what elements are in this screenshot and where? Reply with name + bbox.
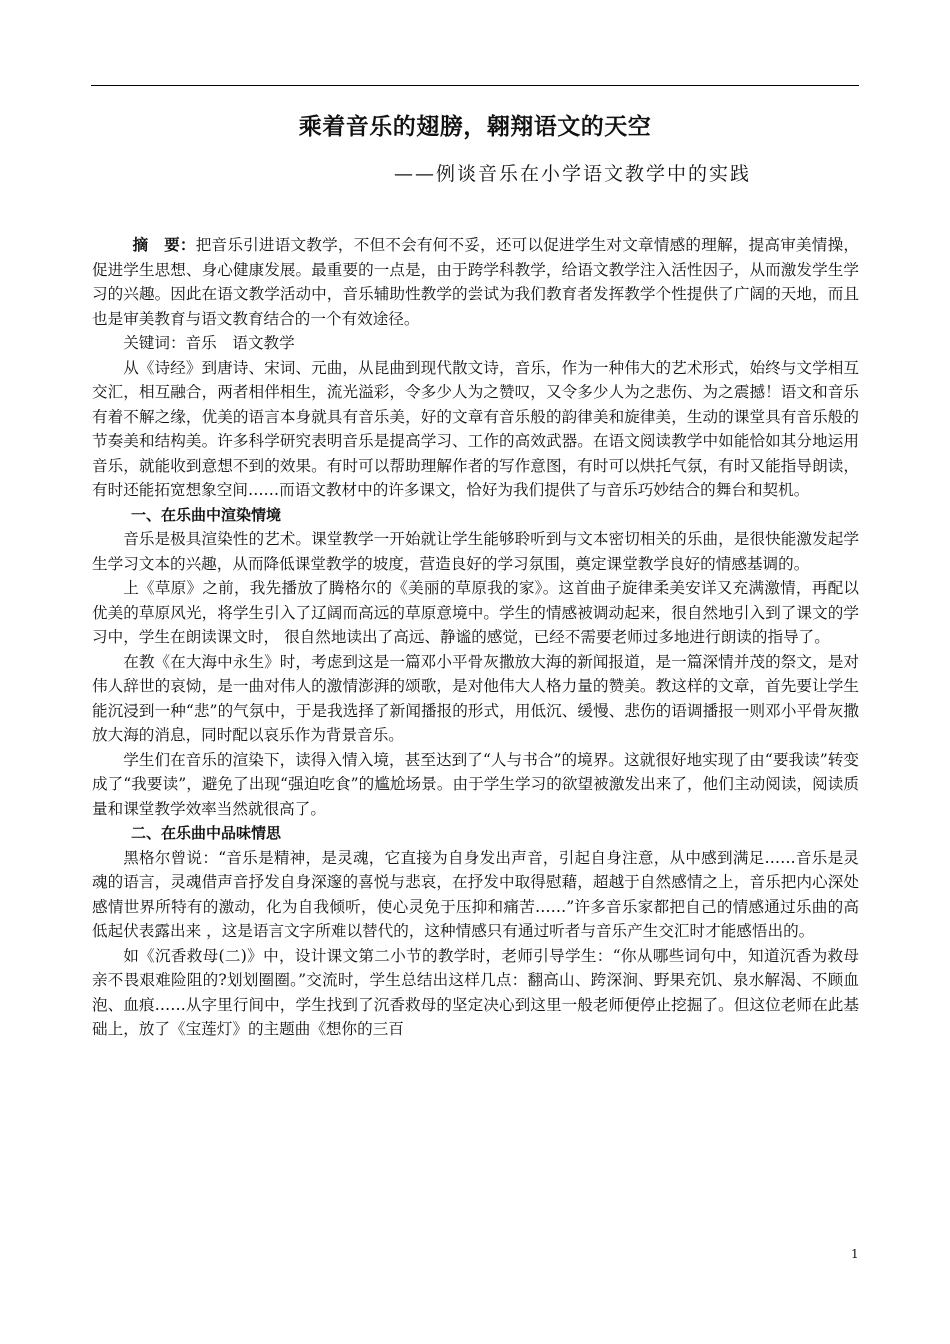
document-title: 乘着音乐的翅膀，翱翔语文的天空 bbox=[298, 114, 652, 140]
abstract-paragraph bbox=[92, 233, 859, 331]
section-1-paragraph: 学生们在音乐的渲染下，读得入情入境，甚至达到了“人与书合”的境界。这就很好地实现了由“要我读”转变成了“我要读”，避免了出现“强迫吃食”的尴尬场景。由于学生学习的欲望被激发出来了，他们主动阅读，阅读质量和课堂教学效率当然就很高了。 bbox=[92, 750, 859, 818]
abstract-text: 把音乐引进语文教学，不但不会有何不妥，还可以促进学生对文章情感的理解，提高审美情操，促进学生思想、身心健康发展。最重要的一点是，由于跨学科教学，给语文教学注入活性因子，从而激发学生学习的兴趣。因此在语文教学活动中，音乐辅助性教学的尝试为我们教育者发挥教学个性提供了广阔的天地，而且也是审美教育与语文教育结合的一个有效途径。 bbox=[92, 236, 859, 328]
document-subtitle: ——例谈音乐在小学语文教学中的实践 bbox=[394, 163, 752, 185]
section-1-paragraph: 上《草原》之前，我先播放了腾格尔的《美丽的草原我的家》。这首曲子旋律柔美安详又充满激情，再配以优美的草原风光，将学生引入了辽阔而高远的草原意境中。学生的情感被调动起来，很自然地引入到了课文的学习中，学生在朗读课文时， 很自然地读出了高远、静谧的感觉，已经不需要老师过多地进行朗读的指导了。 bbox=[92, 579, 859, 646]
keywords-line: 关键词：音乐 语文教学 bbox=[123, 334, 295, 352]
section-2-paragraph: 黑格尔曾说：“音乐是精神，是灵魂，它直接为自身发出声音，引起自身注意，从中感到满足……音乐是灵魂的语言，灵魂借声音抒发自身深邃的喜悦与悲哀，在抒发中取得慰藉，超越于自然感情之上，音乐把内心深处感情世界所特有的激动，化为自我倾听，使心灵免于压抑和痛苦……”许多音乐家都把自己的情感通过乐曲的高低起伏表露出来 ，这是语言文字所难以替代的，这种情感只有通过听者与音乐产生交汇时才能感悟出的。 bbox=[92, 848, 859, 940]
section-1-paragraph: 音乐是极具渲染性的艺术。课堂教学一开始就让学生能够聆听到与文本密切相关的乐曲，是很快能激发起学生学习文本的兴趣，从而降低课堂教学的坡度，营造良好的学习氛围，奠定课堂教学良好的情感基调的。 bbox=[92, 530, 859, 573]
abstract-label: 摘 要： bbox=[132, 236, 196, 254]
section-1-paragraph: 在教《在大海中永生》时，考虑到这是一篇邓小平骨灰撒放大海的新闻报道，是一篇深情并茂的祭文，是对伟人辞世的哀恸，是一曲对伟人的激情澎湃的颂歌，是对他伟大人格力量的赞美。教这样的文章，首先要让学生能沉浸到一种“悲”的气氛中，于是我选择了新闻播报的形式，用低沉、缓慢、悲伤的语调播报一则邓小平骨灰撒放大海的消息，同时配以哀乐作为背景音乐。 bbox=[92, 652, 859, 744]
header-rule bbox=[91, 85, 859, 86]
intro-paragraph: 从《诗经》到唐诗、宋词、元曲，从昆曲到现代散文诗，音乐，作为一种伟大的艺术形式，始终与文学相互交汇，相互融合，两者相伴相生，流光溢彩，令多少人为之赞叹，又令多少人为之悲伤、为之震撼！语文和音乐有着不解之缘，优美的语言本身就具有音乐美，好的文章有音乐般的韵律美和旋律美，生动的课堂具有音乐般的节奏美和结构美。许多科学研究表明音乐是提高学习、工作的高效武器。在语文阅读教学中如能恰如其分地运用音乐，就能收到意想不到的效果。有时可以帮助理解作者的写作意图，有时可以烘托气氛，有时又能指导朗读，有时还能拓宽想象空间……而语文教材中的许多课文，恰好为我们提供了与音乐巧妙结合的舞台和契机。 bbox=[92, 358, 859, 499]
section-2-heading: 二、在乐曲中品味情思 bbox=[131, 824, 282, 842]
page-number: 1 bbox=[851, 1247, 859, 1261]
section-1-heading: 一、在乐曲中渲染情境 bbox=[131, 505, 282, 524]
section-2-paragraph: 如《沉香救母(二)》中，设计课文第二小节的教学时，老师引导学生：“你从哪些词句中，知道沉香为救母亲不畏艰难险阻的?划划圈圈。”交流时，学生总结出这样几点：翻高山、跨深涧、野果充饥、泉水解渴、不顾血泡、血痕……从字里行间中，学生找到了沉香救母的坚定决心到这里一般老师便停止挖掘了。但这位老师在此基础上，放了《宝莲灯》的主题曲《想你的三百 bbox=[92, 946, 859, 1038]
document-body bbox=[92, 233, 859, 1042]
